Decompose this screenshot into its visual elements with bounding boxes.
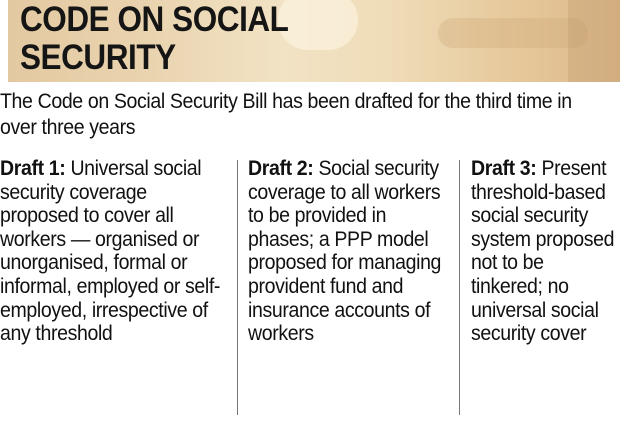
- draft-1-column: [0, 157, 223, 346]
- draft-2-column: [248, 157, 445, 346]
- intro-text: The Code on Social Security Bill has been drafted for the third time in over three years: [0, 90, 572, 139]
- column-divider: [237, 160, 238, 415]
- draft-1-text: Universal social security coverage proposed to cover all workers — organised or unorganised, formal or informal, employed or self-employed, irrespective of any threshold: [0, 157, 221, 346]
- banner-decoration: [278, 0, 358, 50]
- draft-1-label: Draft 1:: [0, 157, 66, 180]
- draft-3-text: Present threshold-based social security system proposed not to be tinkered; no universal social security cover: [471, 157, 615, 346]
- banner-decoration: [568, 0, 620, 82]
- column-divider: [459, 160, 460, 415]
- draft-2-label: Draft 2:: [248, 157, 314, 180]
- draft-3-label: Draft 3:: [471, 157, 537, 180]
- draft-3-column: [471, 157, 620, 346]
- draft-2-text: Social security coverage to all workers to be provided in phases; a PPP model proposed for managing provident fund and insurance accounts of workers: [248, 157, 442, 346]
- headline: CODE ON SOCIAL SECURITY: [20, 0, 288, 77]
- banner-decoration: [438, 18, 588, 48]
